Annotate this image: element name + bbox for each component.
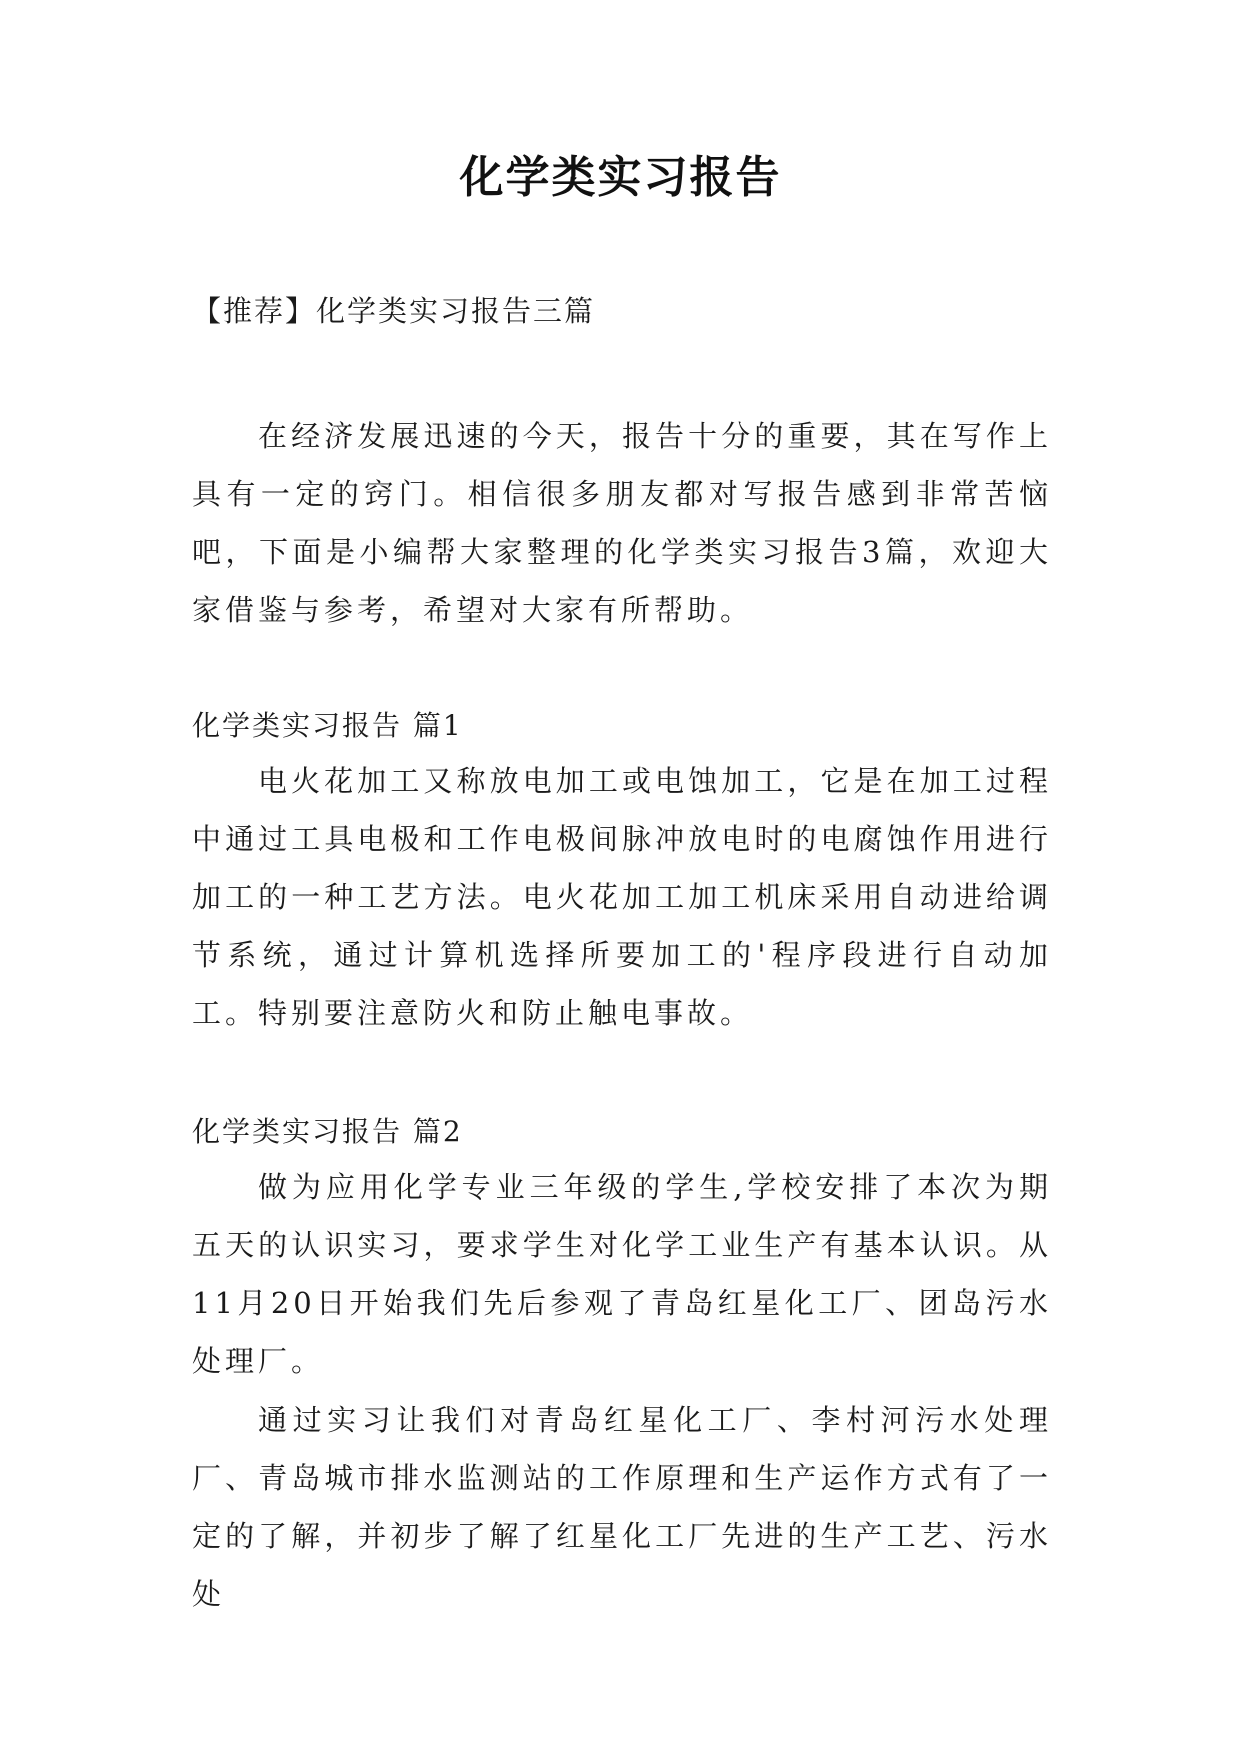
document-subtitle: 【推荐】化学类实习报告三篇	[192, 294, 596, 328]
section-1-paragraph-1: 电火花加工又称放电加工或电蚀加工，它是在加工过程中通过工具电极和工作电极间脉冲放电时的电腐蚀作用进行加工的一种工艺方法。电火花加工加工机床采用自动进给调节系统，通过计算机选择所要加工的'程序段进行自动加工。特别要注意防火和防止触电事故。	[192, 764, 1052, 1030]
section-2-paragraph-2: 通过实习让我们对青岛红星化工厂、李村河污水处理厂、青岛城市排水监测站的工作原理和生产运作方式有了一定的了解，并初步了解了红星化工厂先进的生产工艺、污水处	[192, 1403, 1052, 1611]
intro-paragraph: 在经济发展迅速的今天，报告十分的重要，其在写作上具有一定的窍门。相信很多朋友都对写报告感到非常苦恼吧，下面是小编帮大家整理的化学类实习报告3篇，欢迎大家借鉴与参考，希望对大家有所帮助。	[192, 419, 1052, 627]
document-title: 化学类实习报告	[459, 152, 782, 203]
section-2-paragraph-1: 做为应用化学专业三年级的学生,学校安排了本次为期五天的认识实习，要求学生对化学工业生产有基本认识。从11月20日开始我们先后参观了青岛红星化工厂、团岛污水处理厂。	[192, 1170, 1052, 1378]
section-heading-2: 化学类实习报告 篇2	[192, 1115, 463, 1148]
section-heading-1: 化学类实习报告 篇1	[192, 709, 463, 742]
